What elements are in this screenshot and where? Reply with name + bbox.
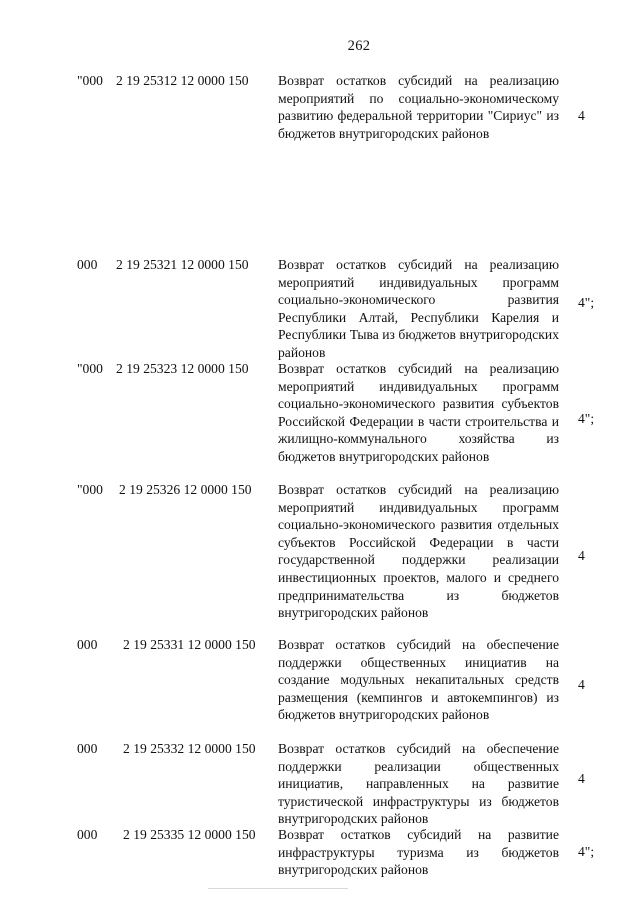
admin-code: 000 bbox=[77, 741, 98, 756]
income-description: Возврат остатков субсидий на реализацию мероприятий индивидуальных программ социально-экономического развития Республики Алтай, Республики Карелия и Республики Тыва из бюджетов внутригородских районов bbox=[278, 257, 559, 360]
admin-code: 000 bbox=[77, 257, 98, 272]
income-description: Возврат остатков субсидий на реализацию мероприятий индивидуальных программ социально-экономического развития субъектов Российской Федерации в части строительства и жилищно-коммунального хозяйства из бюджетов внутригородских районов bbox=[278, 361, 559, 464]
budget-code-table bbox=[0, 72, 640, 878]
admin-value: 4"; bbox=[578, 844, 595, 859]
income-description: Возврат остатков субсидий на реализацию мероприятий по социально-экономическому развитию федеральной территории "Сириус" из бюджетов внутригородских районов bbox=[278, 73, 559, 141]
income-description: Возврат остатков субсидий на реализацию мероприятий индивидуальных программ социально-экономического развития отдельных субъектов Российской Федерации в части государственной поддержки реализации инвестиционных проектов, малого и среднего предпринимательства из бюджетов внутригородских районов bbox=[278, 482, 559, 621]
admin-code: 000 bbox=[77, 637, 98, 652]
admin-value: 4 bbox=[578, 677, 585, 692]
budget-classification-code: 2 19 25321 12 0000 150 bbox=[116, 257, 249, 272]
scan-edge-mark bbox=[208, 888, 348, 889]
admin-code: 000 bbox=[77, 827, 98, 842]
admin-value: 4"; bbox=[578, 295, 595, 310]
page-number: 262 bbox=[347, 38, 371, 54]
income-description: Возврат остатков субсидий на обеспечение поддержки реализации общественных инициатив, направленных на развитие туристической инфраструктуры из бюджетов внутригородских районов bbox=[278, 741, 559, 827]
admin-code: "000 bbox=[77, 73, 103, 88]
admin-value: 4 bbox=[578, 108, 585, 123]
admin-value: 4"; bbox=[578, 411, 595, 426]
table-row bbox=[0, 72, 640, 164]
budget-classification-code: 2 19 25335 12 0000 150 bbox=[123, 827, 256, 842]
budget-classification-code: 2 19 25326 12 0000 150 bbox=[119, 482, 252, 497]
admin-value: 4 bbox=[578, 771, 585, 786]
income-description: Возврат остатков субсидий на обеспечение поддержки общественных инициатив на создание модульных некапитальных средств размещения (кемпингов и автокемпингов) из бюджетов внутригородских районов bbox=[278, 637, 559, 723]
admin-code: "000 bbox=[77, 482, 103, 497]
admin-code: "000 bbox=[77, 361, 103, 376]
budget-classification-code: 2 19 25332 12 0000 150 bbox=[123, 741, 256, 756]
budget-classification-code: 2 19 25312 12 0000 150 bbox=[116, 73, 249, 88]
budget-classification-code: 2 19 25323 12 0000 150 bbox=[116, 361, 249, 376]
income-description: Возврат остатков субсидий на развитие инфраструктуры туризма из бюджетов внутригородских районов bbox=[278, 827, 559, 878]
budget-classification-code: 2 19 25331 12 0000 150 bbox=[123, 637, 256, 652]
admin-value: 4 bbox=[578, 548, 585, 563]
